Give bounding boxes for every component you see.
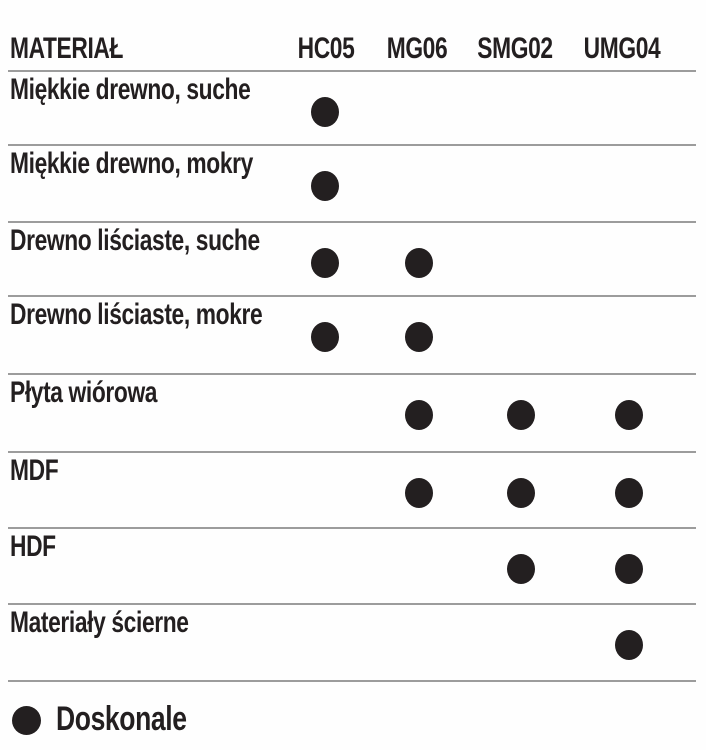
rating-dot-mg06 [405, 322, 433, 352]
row-label: Materiały ścierne [10, 606, 189, 639]
legend-dot-icon [12, 706, 41, 735]
material-column-header: MATERIAŁ [10, 32, 124, 65]
row-label: MDF [10, 454, 59, 487]
rating-dot-smg02 [507, 554, 535, 584]
row-label: Płyta wiórowa [10, 376, 158, 409]
row-label: Drewno liściaste, suche [10, 224, 260, 257]
rating-dot-umg04 [615, 630, 643, 660]
rating-dot-umg04 [615, 554, 643, 584]
legend-label: Doskonale [56, 700, 187, 738]
column-header-umg04: UMG04 [583, 32, 661, 65]
row-label: HDF [10, 530, 56, 563]
row-divider [8, 451, 696, 453]
rating-dot-hc05 [311, 171, 339, 201]
column-header-smg02: SMG02 [477, 32, 553, 65]
rating-dot-smg02 [507, 478, 535, 508]
rating-dot-hc05 [311, 248, 339, 278]
row-label: Drewno liściaste, mokre [10, 298, 263, 331]
row-divider [8, 295, 696, 297]
row-divider [8, 373, 696, 375]
rating-dot-umg04 [615, 400, 643, 430]
row-divider [8, 527, 696, 529]
column-header-hc05: HC05 [297, 32, 355, 65]
row-divider [8, 144, 696, 146]
row-label: Miękkie drewno, suche [10, 73, 251, 106]
rating-dot-mg06 [405, 478, 433, 508]
rating-dot-hc05 [311, 97, 339, 127]
header-underline [8, 70, 696, 72]
rating-dot-mg06 [405, 248, 433, 278]
column-header-mg06: MG06 [386, 32, 448, 65]
row-divider [8, 221, 696, 223]
rating-dot-hc05 [311, 322, 339, 352]
row-divider [8, 603, 696, 605]
rating-dot-smg02 [507, 400, 535, 430]
rating-dot-umg04 [615, 478, 643, 508]
rating-dot-mg06 [405, 400, 433, 430]
row-divider [8, 680, 696, 682]
row-label: Miękkie drewno, mokry [10, 147, 253, 180]
